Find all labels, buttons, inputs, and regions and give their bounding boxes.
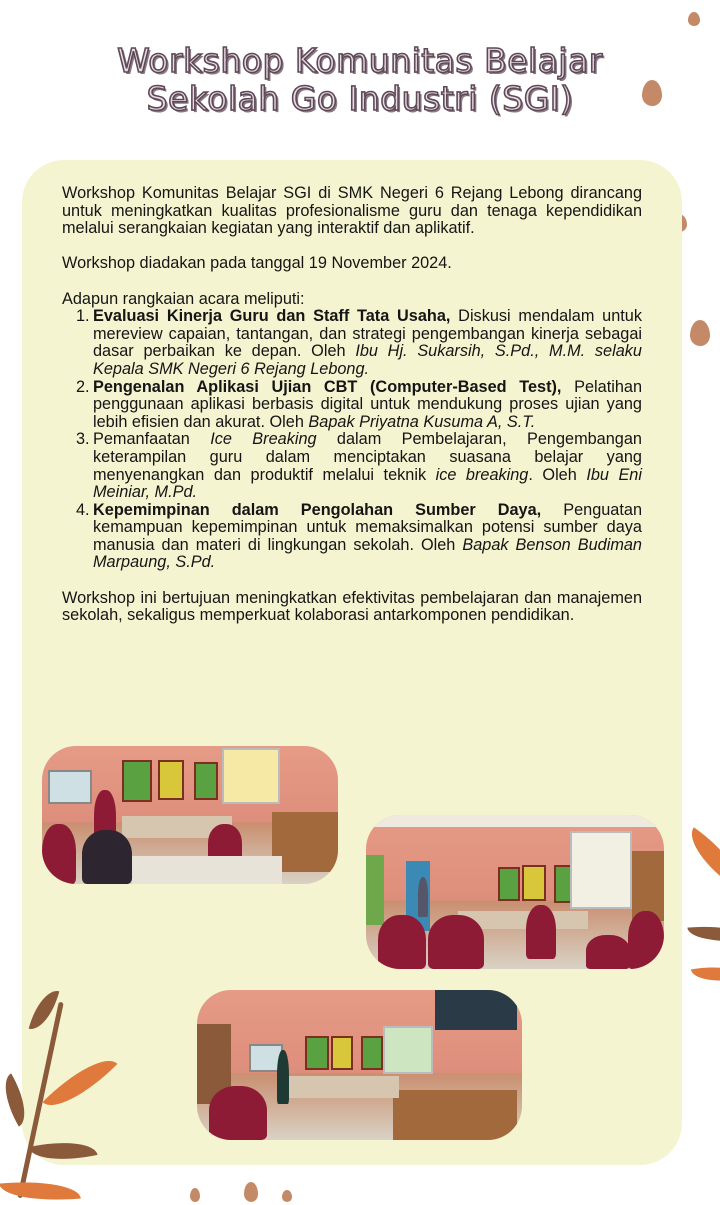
agenda-number: 3.: [76, 430, 90, 449]
agenda-title-prefix: Pemanfaatan: [93, 430, 211, 449]
agenda-speaker: Bapak Benson Budiman Marpaung, S.Pd.: [93, 535, 642, 572]
decorative-dot: [690, 320, 710, 346]
agenda-title-italic: Ice Breaking: [210, 430, 317, 449]
agenda-number: 4.: [76, 500, 90, 519]
agenda-title-suffix: dalam Pembelajaran,: [316, 430, 507, 449]
agenda-item: [62, 308, 642, 378]
decorative-dot: [688, 12, 700, 26]
page-title: [0, 42, 720, 118]
agenda-description-italic: ice breaking: [435, 465, 529, 484]
agenda-item: [62, 379, 642, 432]
leaf-decoration: [691, 961, 720, 987]
agenda-title: Evaluasi Kinerja Guru dan Staff Tata Usaha,: [93, 307, 451, 326]
agenda-description: Diskusi mendalam untuk mereview capaian, tantangan, dan strategi pengembangan kinerja sebagai dasar perbaikan ke depan. Oleh: [93, 307, 642, 361]
leaf-decoration: [0, 1177, 81, 1205]
closing-paragraph: Workshop ini bertujuan meningkatkan efektivitas pembelajaran dan manajemen sekolah, sekaligus memperkuat kolaborasi antarkomponen pendidikan.: [62, 588, 642, 625]
title-line-1: Workshop Komunitas Belajar: [117, 41, 603, 80]
agenda-item: [62, 431, 642, 501]
leaf-decoration: [679, 827, 720, 888]
agenda-intro: Adapun rangkaian acara meliputi:: [62, 289, 305, 308]
agenda-speaker: Bapak Priyatna Kusuma A, S.T.: [308, 412, 536, 431]
agenda-number: 2.: [76, 377, 90, 396]
decorative-dot: [244, 1182, 258, 1202]
agenda-item: [62, 502, 642, 572]
agenda-description: Pengembangan keterampilan guru dalam menciptakan suasana belajar yang menyenangkan dan produktif melalui teknik: [93, 430, 642, 484]
agenda-list: [62, 308, 642, 572]
agenda-number: 1.: [76, 307, 90, 326]
workshop-photo-1: [42, 746, 338, 884]
decorative-dot: [282, 1190, 292, 1202]
agenda-title: Pengenalan Aplikasi Ujian CBT (Computer-Based Test),: [93, 377, 562, 396]
intro-paragraph: Workshop Komunitas Belajar SGI di SMK Negeri 6 Rejang Lebong dirancang untuk meningkatkan kualitas profesionalisme guru dan tenaga kependidikan melalui serangkaian kegiatan yang interaktif dan aplikatif.: [62, 184, 642, 238]
agenda-title: Kepemimpinan dalam Pengolahan Sumber Daya,: [93, 500, 542, 519]
agenda-description: Pelatihan penggunaan aplikasi berbasis digital untuk mendukung proses ujian yang lebih efisien dan akurat. Oleh: [93, 377, 642, 431]
agenda-speaker: Ibu Eni Meiniar, M.Pd.: [93, 465, 642, 502]
article-body: [62, 185, 642, 642]
date-paragraph: Workshop diadakan pada tanggal 19 November 2024.: [62, 254, 452, 273]
agenda-description-end: . Oleh: [528, 465, 587, 484]
agenda-speaker: Ibu Hj. Sukarsih, S.Pd., M.M. selaku Kepala SMK Negeri 6 Rejang Lebong.: [93, 342, 642, 378]
agenda-description: Penguatan kemampuan kepemimpinan untuk memaksimalkan potensi sumber daya manusia dan materi di lingkungan sekolah. Oleh: [93, 500, 642, 554]
workshop-photo-2: [366, 815, 664, 969]
title-line-2: Sekolah Go Industri (SGI): [146, 79, 574, 118]
leaf-decoration: [687, 922, 720, 945]
workshop-photo-3: [197, 990, 522, 1140]
